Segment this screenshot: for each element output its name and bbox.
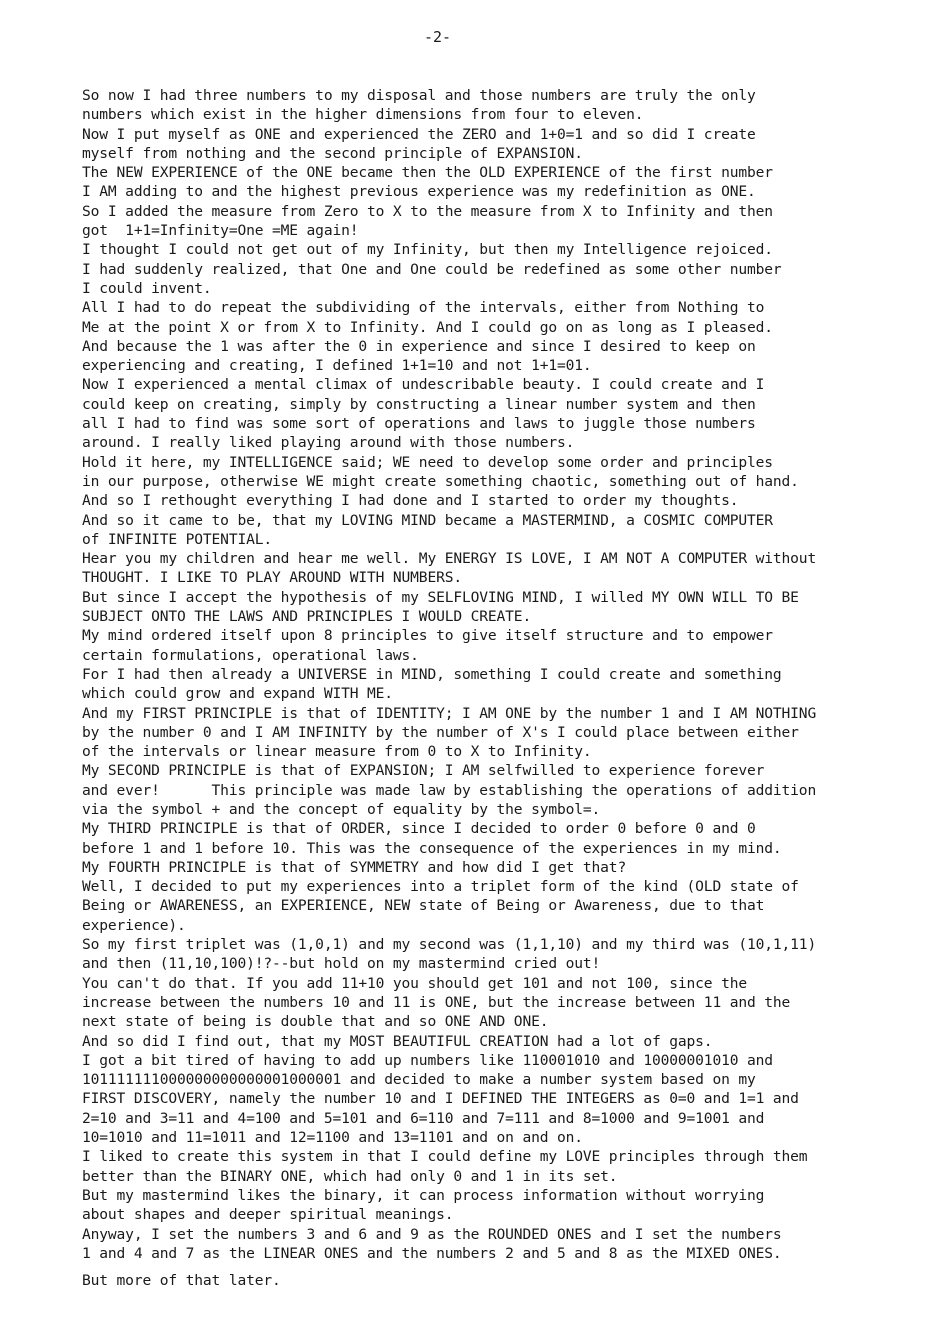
text-line: I thought I could not get out of my Infinity, but then my Intelligence rejoiced. bbox=[82, 241, 773, 259]
text-line: before 1 and 1 before 10. This was the consequence of the experiences in my mind. bbox=[82, 839, 782, 857]
text-line: My FOURTH PRINCIPLE is that of SYMMETRY and how did I get that? bbox=[82, 858, 627, 876]
text-line: My THIRD PRINCIPLE is that of ORDER, since I decided to order 0 before 0 and 0 bbox=[82, 820, 756, 838]
closing-line: But more of that later. bbox=[82, 1272, 281, 1290]
text-line: THOUGHT. I LIKE TO PLAY AROUND WITH NUMBERS. bbox=[82, 569, 462, 587]
text-line: got 1+1=Infinity=One =ME again! bbox=[82, 222, 359, 240]
text-line: around. I really liked playing around with those numbers. bbox=[82, 434, 575, 452]
text-line: My mind ordered itself upon 8 principles to give itself structure and to empower bbox=[82, 627, 773, 645]
text-line: Me at the point X or from X to Infinity. And I could go on as long as I pleased. bbox=[82, 318, 773, 336]
text-line: Being or AWARENESS, an EXPERIENCE, NEW state of Being or Awareness, due to that bbox=[82, 897, 765, 915]
text-line: And so did I find out, that my MOST BEAUTIFUL CREATION had a lot of gaps. bbox=[82, 1032, 713, 1050]
text-line: So now I had three numbers to my disposal and those numbers are truly the only bbox=[82, 87, 756, 104]
typewritten-text-body bbox=[82, 86, 902, 1290]
text-line: So I added the measure from Zero to X to the measure from X to Infinity and then bbox=[82, 202, 773, 220]
text-line: all I had to find was some sort of operations and laws to juggle those numbers bbox=[82, 415, 756, 433]
text-line: Anyway, I set the numbers 3 and 6 and 9 as the ROUNDED ONES and I set the numbers bbox=[82, 1225, 782, 1243]
text-line: which could grow and expand WITH ME. bbox=[82, 685, 393, 703]
text-line: For I had then already a UNIVERSE in MIND, something I could create and something bbox=[82, 665, 782, 683]
text-line: FIRST DISCOVERY, namely the number 10 and I DEFINED THE INTEGERS as 0=0 and 1=1 and bbox=[82, 1090, 799, 1108]
text-line: via the symbol + and the concept of equality by the symbol=. bbox=[82, 800, 601, 818]
text-line: of the intervals or linear measure from 0 to X to Infinity. bbox=[82, 743, 592, 761]
text-line: better than the BINARY ONE, which had only 0 and 1 in its set. bbox=[82, 1167, 618, 1185]
text-line: But my mastermind likes the binary, it can process information without worrying bbox=[82, 1186, 765, 1204]
text-line: Now I put myself as ONE and experienced the ZERO and 1+0=1 and so did I create bbox=[82, 125, 756, 143]
text-line: increase between the numbers 10 and 11 is ONE, but the increase between 11 and the bbox=[82, 993, 791, 1011]
text-line: You can't do that. If you add 11+10 you should get 101 and not 100, since the bbox=[82, 974, 747, 992]
text-line: 1 and 4 and 7 as the LINEAR ONES and the numbers 2 and 5 and 8 as the MIXED ONES. bbox=[82, 1244, 782, 1262]
text-line: 101111111000000000000001000001 and decided to make a number system based on my bbox=[82, 1071, 756, 1089]
text-line: SUBJECT ONTO THE LAWS AND PRINCIPLES I WOULD CREATE. bbox=[82, 608, 532, 626]
text-line: The NEW EXPERIENCE of the ONE became then the OLD EXPERIENCE of the first number bbox=[82, 164, 773, 182]
text-line: by the number 0 and I AM INFINITY by the number of X's I could place between either bbox=[82, 723, 799, 741]
text-line: And so I rethought everything I had done and I started to order my thoughts. bbox=[82, 492, 739, 510]
text-line: Now I experienced a mental climax of undescribable beauty. I could create and I bbox=[82, 376, 765, 394]
text-line: 2=10 and 3=11 and 4=100 and 5=101 and 6=110 and 7=111 and 8=1000 and 9=1001 and bbox=[82, 1109, 765, 1127]
text-line: All I had to do repeat the subdividing of the intervals, either from Nothing to bbox=[82, 299, 765, 317]
text-line: Hold it here, my INTELLIGENCE said; WE need to develop some order and principles bbox=[82, 453, 773, 471]
text-line: next state of being is double that and so ONE AND ONE. bbox=[82, 1013, 549, 1031]
text-line: of INFINITE POTENTIAL. bbox=[82, 530, 272, 548]
text-line: I could invent. bbox=[82, 279, 212, 297]
text-line: I had suddenly realized, that One and One could be redefined as some other number bbox=[82, 260, 782, 278]
text-line: could keep on creating, simply by constructing a linear number system and then bbox=[82, 395, 756, 413]
text-line: experience). bbox=[82, 916, 186, 934]
text-line: And because the 1 was after the 0 in experience and since I desired to keep on bbox=[82, 337, 756, 355]
text-line: And my FIRST PRINCIPLE is that of IDENTITY; I AM ONE by the number 1 and I AM NOTHING bbox=[82, 704, 817, 722]
text-line: numbers which exist in the higher dimensions from four to eleven. bbox=[82, 106, 644, 124]
text-line: certain formulations, operational laws. bbox=[82, 646, 419, 664]
text-line: 10=1010 and 11=1011 and 12=1100 and 13=1101 and on and on. bbox=[82, 1129, 583, 1147]
text-line: and ever! This principle was made law by establishing the operations of addition bbox=[82, 781, 817, 799]
text-line: So my first triplet was (1,0,1) and my second was (1,1,10) and my third was (10,1,11) bbox=[82, 936, 817, 954]
text-line: and then (11,10,100)!?--but hold on my mastermind cried out! bbox=[82, 955, 601, 973]
text-line: myself from nothing and the second principle of EXPANSION. bbox=[82, 144, 583, 162]
text-line: in our purpose, otherwise WE might create something chaotic, something out of hand. bbox=[82, 472, 799, 490]
text-line: I AM adding to and the highest previous experience was my redefinition as ONE. bbox=[82, 183, 756, 201]
text-line: My SECOND PRINCIPLE is that of EXPANSION; I AM selfwilled to experience forever bbox=[82, 762, 765, 780]
page-number: -2- bbox=[423, 28, 452, 46]
text-line: But since I accept the hypothesis of my SELFLOVING MIND, I willed MY OWN WILL TO BE bbox=[82, 588, 799, 606]
text-line: experiencing and creating, I defined 1+1=10 and not 1+1=01. bbox=[82, 357, 592, 375]
text-line: Hear you my children and hear me well. My ENERGY IS LOVE, I AM NOT A COMPUTER without bbox=[82, 550, 817, 568]
text-line: I got a bit tired of having to add up numbers like 110001010 and 10000001010 and bbox=[82, 1051, 773, 1069]
text-line: about shapes and deeper spiritual meanings. bbox=[82, 1206, 454, 1224]
text-line: I liked to create this system in that I could define my LOVE principles through them bbox=[82, 1148, 808, 1166]
text-line: And so it came to be, that my LOVING MIND became a MASTERMIND, a COSMIC COMPUTER bbox=[82, 511, 773, 529]
text-line: Well, I decided to put my experiences into a triplet form of the kind (OLD state of bbox=[82, 878, 799, 896]
